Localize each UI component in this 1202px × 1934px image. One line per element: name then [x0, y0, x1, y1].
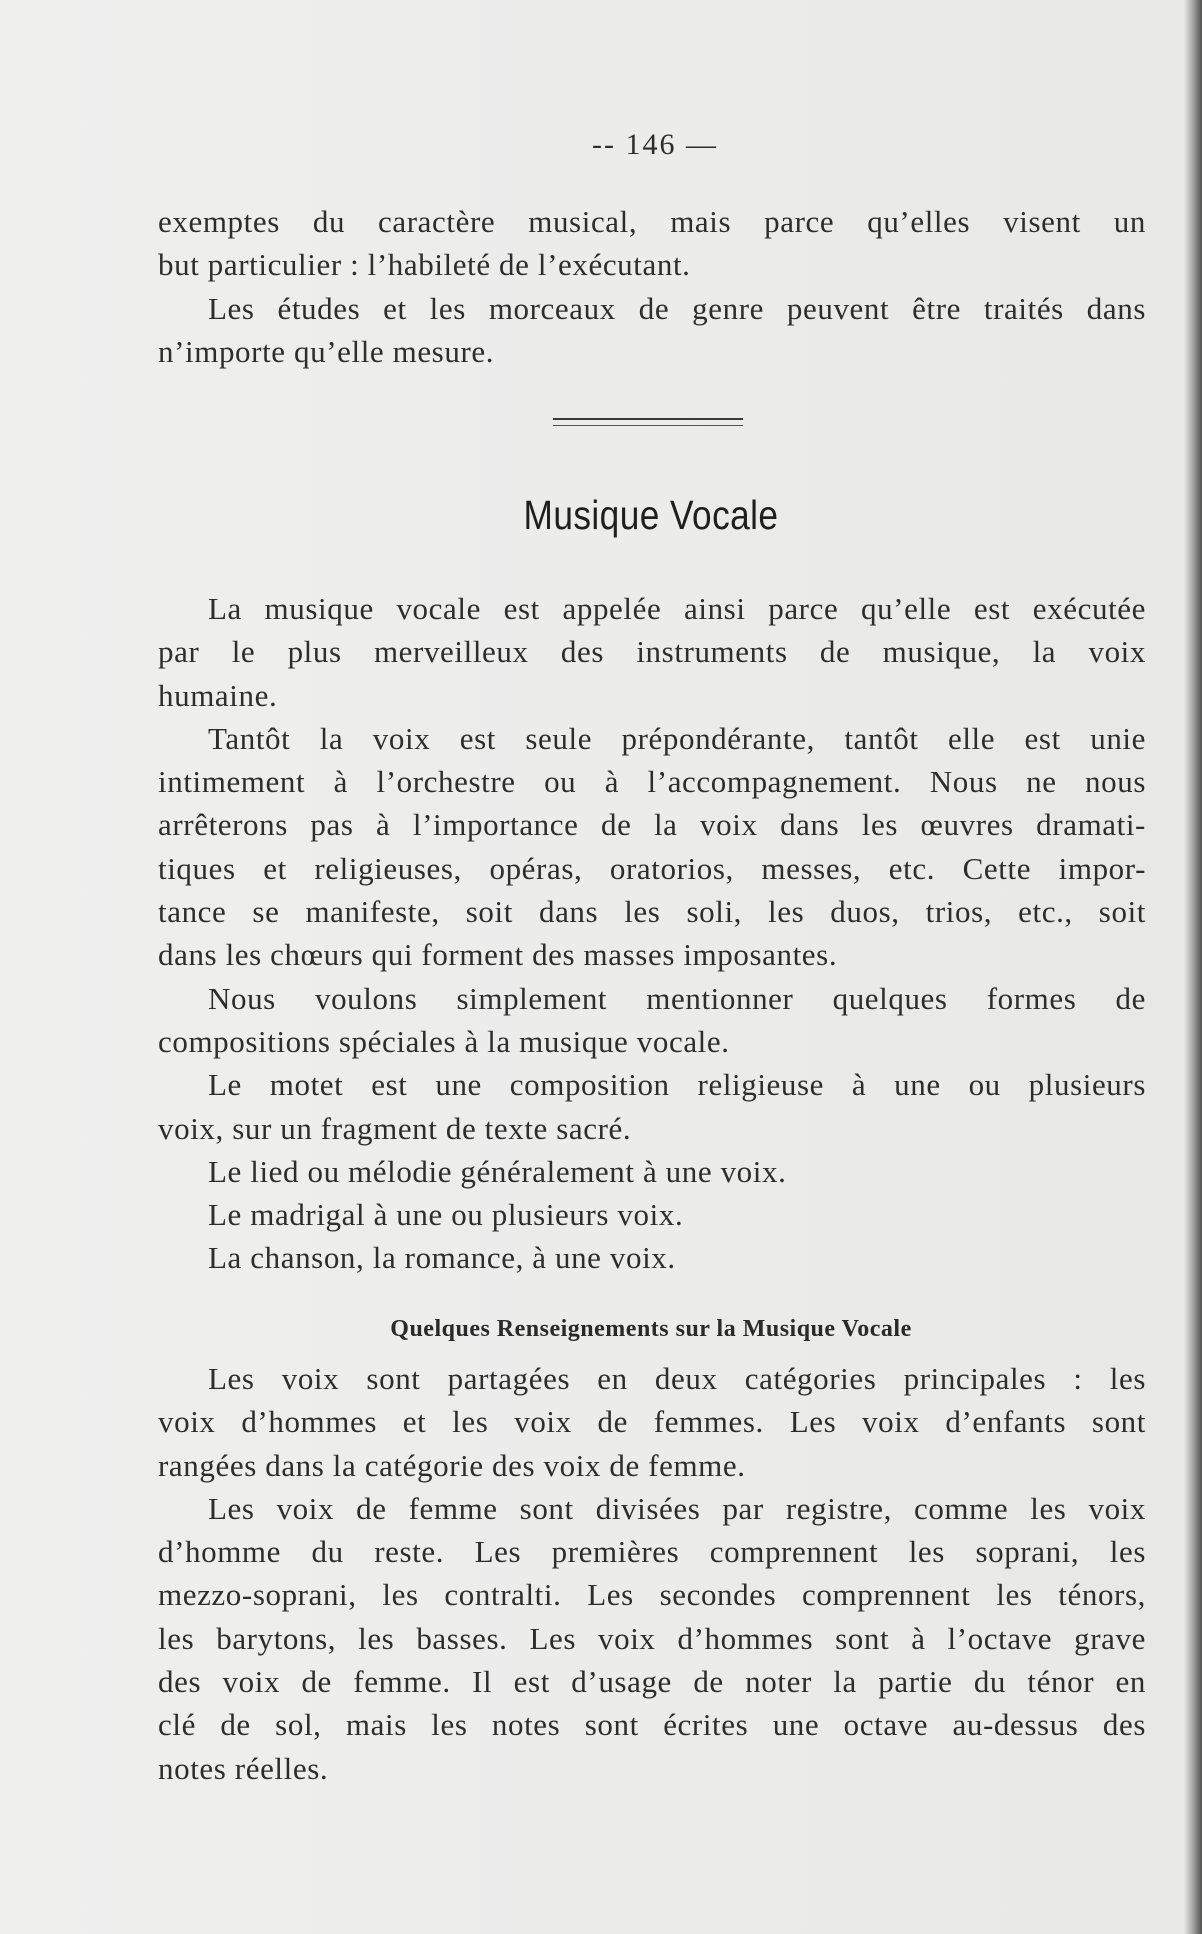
text-line: d’homme du reste. Les premières comprennent les soprani, les [158, 1534, 1146, 1570]
section-separator-rule [553, 425, 743, 426]
section-separator-rule [553, 418, 743, 420]
text-line: tance se manifeste, soit dans les soli, les duos, trios, etc., soit [158, 894, 1146, 930]
text-line: Nous voulons simplement mentionner quelques formes de [208, 980, 1146, 1016]
text-line: Les voix de femme sont divisées par registre, comme les voix [208, 1490, 1146, 1526]
text-line: clé de sol, mais les notes sont écrites une octave au-dessus des [158, 1707, 1146, 1743]
page-number: -- 146 — [592, 128, 718, 161]
text-line: notes réelles. [158, 1750, 329, 1786]
paragraph [158, 977, 1146, 1064]
text-line: des voix de femme. Il est d’usage de noter la partie du ténor en [158, 1664, 1146, 1700]
text-line: mezzo-soprani, les contralti. Les secondes comprennent les ténors, [158, 1577, 1146, 1613]
intro-text [158, 200, 1146, 373]
text-line: Le madrigal à une ou plusieurs voix. [208, 1197, 684, 1233]
text-line: Les études et les morceaux de genre peuvent être traités dans [208, 290, 1146, 326]
section-title: Musique Vocale [523, 492, 779, 538]
text-line: exemptes du caractère musical, mais parce qu’elles visent un [158, 204, 1146, 239]
text-line: voix d’hommes et les voix de femmes. Les voix d’enfants sont [158, 1404, 1146, 1440]
text-line: Les voix sont partagées en deux catégories principales : les [208, 1361, 1146, 1396]
paragraph [158, 1063, 1146, 1150]
text-line: tiques et religieuses, opéras, oratorios, messes, etc. Cette impor- [158, 850, 1146, 886]
paragraph [158, 1236, 1146, 1279]
text-line: Le lied ou mélodie généralement à une voix. [208, 1153, 787, 1189]
paragraph [158, 587, 1146, 717]
text-line: rangées dans la catégorie des voix de femme. [158, 1447, 746, 1483]
text-line: but particulier : l’habileté de l’exécutant. [158, 247, 691, 283]
paragraph [158, 717, 1146, 977]
section-body [158, 587, 1146, 1280]
text-line: arrêterons pas à l’importance de la voix dans les œuvres dramati- [158, 807, 1146, 843]
paragraph [158, 1357, 1146, 1487]
text-line: intimement à l’orchestre ou à l’accompagnement. Nous ne nous [158, 764, 1146, 800]
subsection-title: Quelques Renseignements sur la Musique Vocale [390, 1316, 912, 1342]
text-line: voix, sur un fragment de texte sacré. [158, 1110, 632, 1146]
text-line: n’importe qu’elle mesure. [158, 333, 495, 369]
text-line: dans les chœurs qui forment des masses imposantes. [158, 937, 838, 973]
text-line: La chanson, la romance, à une voix. [208, 1240, 676, 1276]
text-line: les barytons, les basses. Les voix d’hommes sont à l’octave grave [158, 1620, 1146, 1656]
text-line: par le plus merveilleux des instruments de musique, la voix [158, 634, 1146, 670]
page-edge-shadow [1184, 0, 1202, 1934]
subsection-body [158, 1357, 1146, 1790]
text-line: compositions spéciales à la musique vocale. [158, 1023, 730, 1059]
paragraph [158, 1193, 1146, 1236]
paragraph [158, 1150, 1146, 1193]
text-line: humaine. [158, 677, 278, 713]
paragraph [158, 1487, 1146, 1790]
text-line: La musique vocale est appelée ainsi parce qu’elle est exécutée [208, 591, 1146, 626]
text-line: Le motet est une composition religieuse à une ou plusieurs [208, 1067, 1146, 1103]
text-line: Tantôt la voix est seule prépondérante, tantôt elle est unie [208, 720, 1146, 756]
